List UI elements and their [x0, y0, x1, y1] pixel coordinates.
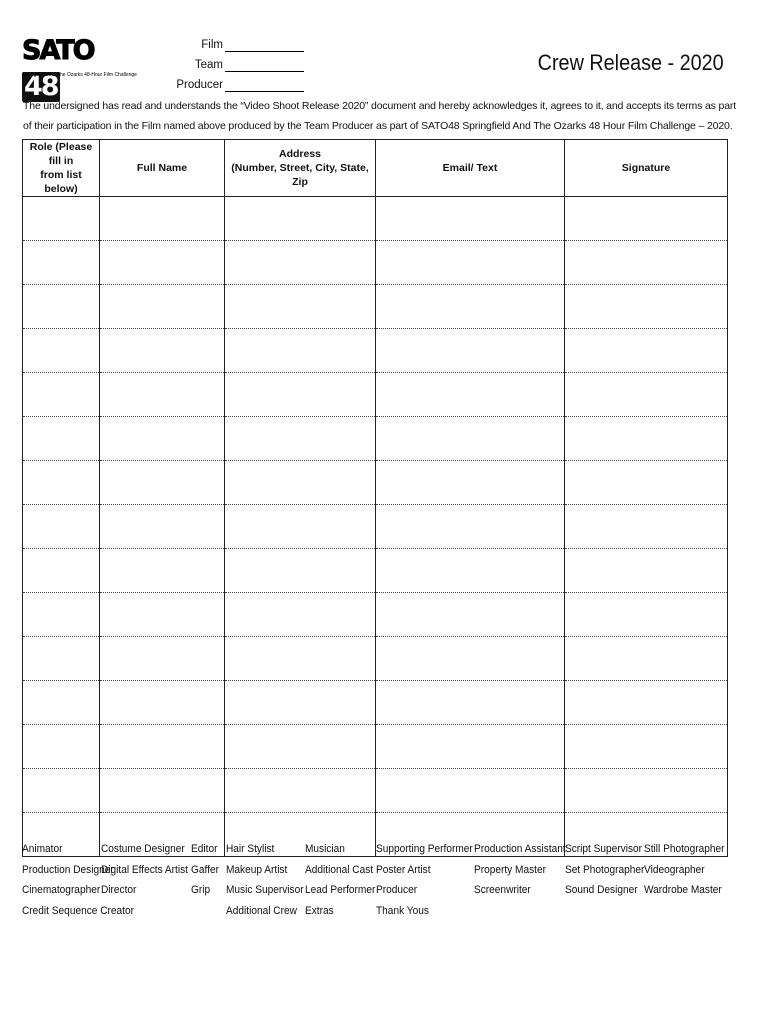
role-item: Sound Designer — [565, 884, 638, 896]
address-cell[interactable] — [225, 505, 376, 549]
role-cell[interactable] — [23, 637, 100, 681]
email-text-cell[interactable] — [376, 373, 565, 417]
address-cell[interactable] — [225, 373, 376, 417]
role-column — [376, 839, 481, 921]
role-cell[interactable] — [23, 417, 100, 461]
email-text-cell[interactable] — [376, 769, 565, 813]
producer-label: Producer — [176, 79, 223, 91]
email-text-cell[interactable] — [376, 681, 565, 725]
role-item: Producer — [376, 884, 418, 896]
role-item: Property Master — [474, 863, 546, 876]
address-cell[interactable] — [225, 681, 376, 725]
signature-cell[interactable] — [565, 769, 728, 813]
header-email-text: Email/ Text — [376, 140, 565, 197]
role-item: Hair Stylist — [226, 843, 275, 855]
address-cell[interactable] — [225, 549, 376, 593]
email-text-cell[interactable] — [376, 505, 565, 549]
address-cell[interactable] — [225, 461, 376, 505]
email-text-cell[interactable] — [376, 725, 565, 769]
role-item: Editor — [191, 843, 218, 855]
full-name-cell[interactable] — [100, 681, 225, 725]
signature-cell[interactable] — [565, 593, 728, 637]
table-row — [23, 593, 728, 637]
table-row — [23, 505, 728, 549]
header-address: Address (Number, Street, City, State, Zip — [225, 140, 376, 197]
email-text-cell[interactable] — [376, 593, 565, 637]
table-row — [23, 637, 728, 681]
role-item: Screenwriter — [474, 884, 531, 896]
email-text-cell[interactable] — [376, 241, 565, 285]
email-text-cell[interactable] — [376, 637, 565, 681]
table-row — [23, 329, 728, 373]
address-cell[interactable] — [225, 329, 376, 373]
full-name-cell[interactable] — [100, 285, 225, 329]
full-name-cell[interactable] — [100, 417, 225, 461]
logo-wordmark: SATO48 — [22, 35, 94, 102]
signature-cell[interactable] — [565, 329, 728, 373]
sato48-logo — [22, 33, 137, 102]
address-cell[interactable] — [225, 197, 376, 241]
table-row — [23, 769, 728, 813]
role-list — [22, 839, 742, 929]
email-text-cell[interactable] — [376, 417, 565, 461]
table-row — [23, 681, 728, 725]
role-item: Musician — [305, 843, 345, 855]
address-cell[interactable] — [225, 593, 376, 637]
logo-tagline: Springfield And The Ozarks 48-Hour Film Challenge — [22, 72, 137, 78]
full-name-cell[interactable] — [100, 593, 225, 637]
role-cell[interactable] — [23, 593, 100, 637]
role-cell[interactable] — [23, 769, 100, 813]
role-cell[interactable] — [23, 373, 100, 417]
role-cell[interactable] — [23, 285, 100, 329]
role-column — [101, 839, 196, 901]
full-name-cell[interactable] — [100, 769, 225, 813]
email-text-cell[interactable] — [376, 461, 565, 505]
table-row — [23, 417, 728, 461]
email-text-cell[interactable] — [376, 549, 565, 593]
role-column — [474, 839, 574, 901]
role-item: Director — [101, 884, 137, 896]
role-item: Costume Designer — [101, 843, 185, 855]
signature-cell[interactable] — [565, 549, 728, 593]
intro-paragraph: The undersigned has read and understands the “Video Shoot Release 2020” document and hereby acknowledges it, agrees to it, and accepts its terms as part of their participation in the Film named above produced by the Team Producer as part of SATO48 Springfield And The Ozarks 48 Hour Film Challenge – 2020. — [23, 100, 737, 132]
role-column — [644, 839, 731, 901]
table-row — [23, 241, 728, 285]
signature-cell[interactable] — [565, 197, 728, 241]
role-item: Additional Crew — [226, 904, 297, 917]
full-name-cell[interactable] — [100, 505, 225, 549]
address-cell[interactable] — [225, 637, 376, 681]
film-field[interactable] — [225, 35, 304, 52]
crew-release-table — [22, 139, 728, 857]
signature-cell[interactable] — [565, 417, 728, 461]
role-cell[interactable] — [23, 725, 100, 769]
role-item: Still Photographer — [644, 843, 725, 855]
role-cell[interactable] — [23, 505, 100, 549]
role-item: Gaffer — [191, 863, 219, 876]
role-item: Set Photographer — [565, 863, 645, 876]
role-column — [305, 839, 381, 921]
role-item: Wardrobe Master — [644, 884, 722, 896]
table-body — [23, 197, 728, 857]
email-text-cell[interactable] — [376, 329, 565, 373]
role-item: Script Supervisor — [565, 843, 643, 855]
role-cell[interactable] — [23, 197, 100, 241]
signature-cell[interactable] — [565, 461, 728, 505]
signature-cell[interactable] — [565, 637, 728, 681]
role-item: Supporting Performer — [376, 843, 473, 855]
team-label: Team — [194, 59, 223, 71]
signature-cell[interactable] — [565, 241, 728, 285]
signature-cell[interactable] — [565, 681, 728, 725]
role-item: Credit Sequence Creator — [22, 904, 134, 917]
role-cell[interactable] — [23, 241, 100, 285]
role-cell[interactable] — [23, 329, 100, 373]
role-item: Extras — [305, 904, 334, 917]
role-item: Poster Artist — [376, 863, 431, 876]
role-item: Production Assistant — [474, 843, 566, 855]
role-item: Animator — [22, 843, 63, 855]
address-cell[interactable] — [225, 285, 376, 329]
signature-cell[interactable] — [565, 505, 728, 549]
role-column — [565, 839, 651, 901]
full-name-cell[interactable] — [100, 329, 225, 373]
address-cell[interactable] — [225, 769, 376, 813]
producer-field-row — [150, 73, 305, 92]
header-full-name: Full Name — [100, 140, 225, 197]
address-cell[interactable] — [225, 725, 376, 769]
table-row — [23, 461, 728, 505]
table-header-row — [23, 140, 728, 197]
table-row — [23, 285, 728, 329]
role-item: Additional Cast — [305, 863, 374, 876]
table-row — [23, 549, 728, 593]
full-name-cell[interactable] — [100, 725, 225, 769]
role-item: Videographer — [644, 863, 705, 876]
document-title: Crew Release - 2020 — [537, 50, 724, 75]
full-name-cell[interactable] — [100, 373, 225, 417]
address-cell[interactable] — [225, 417, 376, 461]
role-item: Music Supervisor — [226, 884, 304, 896]
role-item: Cinematographer — [22, 884, 101, 896]
full-name-cell[interactable] — [100, 197, 225, 241]
signature-cell[interactable] — [565, 373, 728, 417]
header-signature: Signature — [565, 140, 728, 197]
email-text-cell[interactable] — [376, 197, 565, 241]
role-cell[interactable] — [23, 681, 100, 725]
signature-cell[interactable] — [565, 285, 728, 329]
full-name-cell[interactable] — [100, 637, 225, 681]
full-name-cell[interactable] — [100, 461, 225, 505]
film-label: Film — [201, 39, 223, 51]
table-row — [23, 725, 728, 769]
producer-field[interactable] — [225, 75, 304, 92]
role-column — [226, 839, 310, 921]
email-text-cell[interactable] — [376, 285, 565, 329]
role-cell[interactable] — [23, 461, 100, 505]
role-item: Thank Yous — [376, 904, 429, 917]
role-cell[interactable] — [23, 549, 100, 593]
film-field-row — [150, 33, 305, 52]
role-item: Makeup Artist — [226, 863, 288, 876]
role-column — [191, 839, 221, 901]
team-field-row — [150, 53, 305, 72]
full-name-cell[interactable] — [100, 549, 225, 593]
role-item: Lead Performer — [305, 884, 376, 896]
address-cell[interactable] — [225, 241, 376, 285]
table-row — [23, 373, 728, 417]
role-item: Digital Effects Artist — [101, 863, 188, 876]
signature-cell[interactable] — [565, 725, 728, 769]
header-role: Role (Please fill in from list below) — [23, 140, 100, 197]
role-item: Grip — [191, 884, 211, 896]
table-row — [23, 197, 728, 241]
team-field[interactable] — [225, 55, 304, 72]
role-item: Production Designer — [22, 863, 114, 876]
full-name-cell[interactable] — [100, 241, 225, 285]
